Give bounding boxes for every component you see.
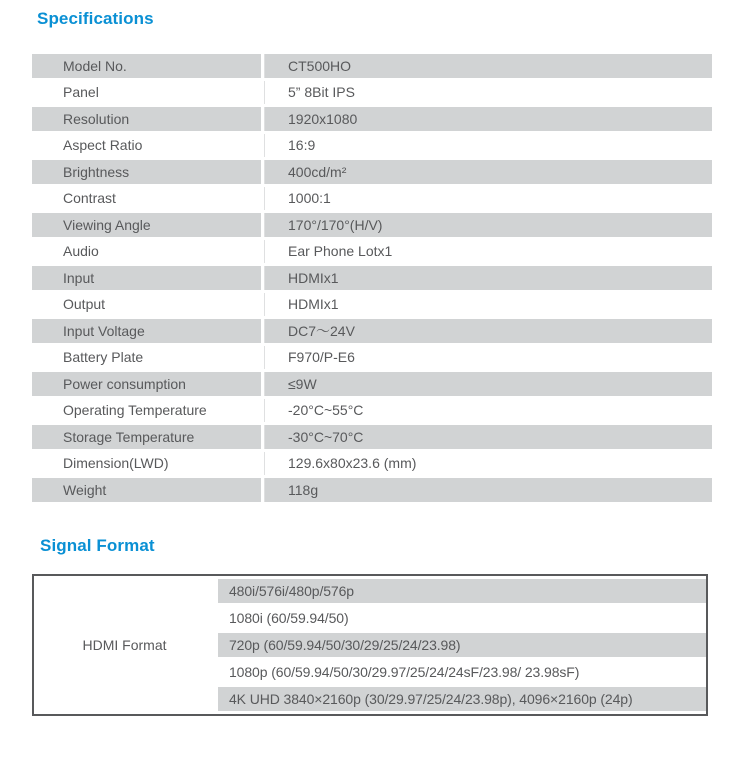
- spec-row: [32, 54, 712, 78]
- signal-row: [34, 579, 706, 603]
- spec-value: -20°C~55°C: [261, 399, 712, 423]
- spec-label: Panel: [63, 84, 99, 101]
- spec-value: -30°C~70°C: [261, 425, 712, 449]
- spec-table-body: [32, 54, 712, 502]
- spec-row: [32, 134, 712, 158]
- spec-value: 16:9: [261, 134, 712, 158]
- hdmi-format-label: HDMI Format: [34, 579, 215, 711]
- spec-label: Dimension(LWD): [63, 455, 169, 472]
- spec-value: HDMIx1: [261, 266, 712, 290]
- spec-label: Storage Temperature: [32, 425, 261, 449]
- spec-label: Input: [32, 266, 261, 290]
- spec-value: ≤9W: [261, 372, 712, 396]
- specifications-heading: Specifications: [37, 9, 154, 28]
- spec-value: 170°/170°(H/V): [261, 213, 712, 237]
- spec-label: Brightness: [32, 160, 261, 184]
- spec-label: Aspect Ratio: [63, 137, 143, 154]
- spec-row: [32, 478, 712, 502]
- spec-value: 5” 8Bit IPS: [261, 81, 712, 105]
- spec-value: 400cd/m²: [261, 160, 712, 184]
- spec-row: [32, 346, 712, 370]
- spec-row: [32, 319, 712, 343]
- spec-label: Resolution: [32, 107, 261, 131]
- spec-label: Viewing Angle: [32, 213, 261, 237]
- specifications-table: [32, 51, 712, 505]
- signal-format-heading: Signal Format: [40, 536, 155, 555]
- spec-label: Output: [63, 296, 106, 313]
- spec-row: [32, 213, 712, 237]
- spec-row: [32, 425, 712, 449]
- spec-label: Input Voltage: [32, 319, 261, 343]
- spec-row: [32, 372, 712, 396]
- signal-format-value: 720p (60/59.94/50/30/29/25/24/23.98): [215, 633, 706, 657]
- signal-format-table: [32, 574, 708, 716]
- signal-format-value: 1080p (60/59.94/50/30/29.97/25/24/24sF/23.98/ 23.98sF): [215, 660, 706, 684]
- spec-row: [32, 187, 712, 211]
- spec-value: 1000:1: [261, 187, 712, 211]
- spec-value: HDMIx1: [261, 293, 712, 317]
- signal-format-value: 480i/576i/480p/576p: [215, 579, 706, 603]
- spec-row: [32, 452, 712, 476]
- spec-row: [32, 107, 712, 131]
- spec-value: 129.6x80x23.6 (mm): [261, 452, 712, 476]
- spec-value: F970/P-E6: [261, 346, 712, 370]
- spec-label: Weight: [32, 478, 261, 502]
- spec-row: [32, 399, 712, 423]
- spec-value: DC7～24V: [261, 319, 712, 343]
- spec-label: Battery Plate: [63, 349, 144, 366]
- spec-label: Operating Temperature: [63, 402, 207, 419]
- spec-row: [32, 160, 712, 184]
- spec-value: 1920x1080: [261, 107, 712, 131]
- spec-row: [32, 293, 712, 317]
- signal-format-value: 4K UHD 3840×2160p (30/29.97/25/24/23.98p), 4096×2160p (24p): [215, 687, 706, 711]
- spec-row: [32, 81, 712, 105]
- spec-row: [32, 240, 712, 264]
- signal-format-value: 1080i (60/59.94/50): [215, 606, 706, 630]
- spec-label: Power consumption: [32, 372, 261, 396]
- spec-value: 118g: [261, 478, 712, 502]
- spec-label: Contrast: [63, 190, 116, 207]
- spec-label: Audio: [63, 243, 99, 260]
- signal-table-body: [34, 579, 706, 711]
- spec-label: Model No.: [32, 54, 261, 78]
- spec-row: [32, 266, 712, 290]
- spec-value: CT500HO: [261, 54, 712, 78]
- spec-value: Ear Phone Lotx1: [261, 240, 712, 264]
